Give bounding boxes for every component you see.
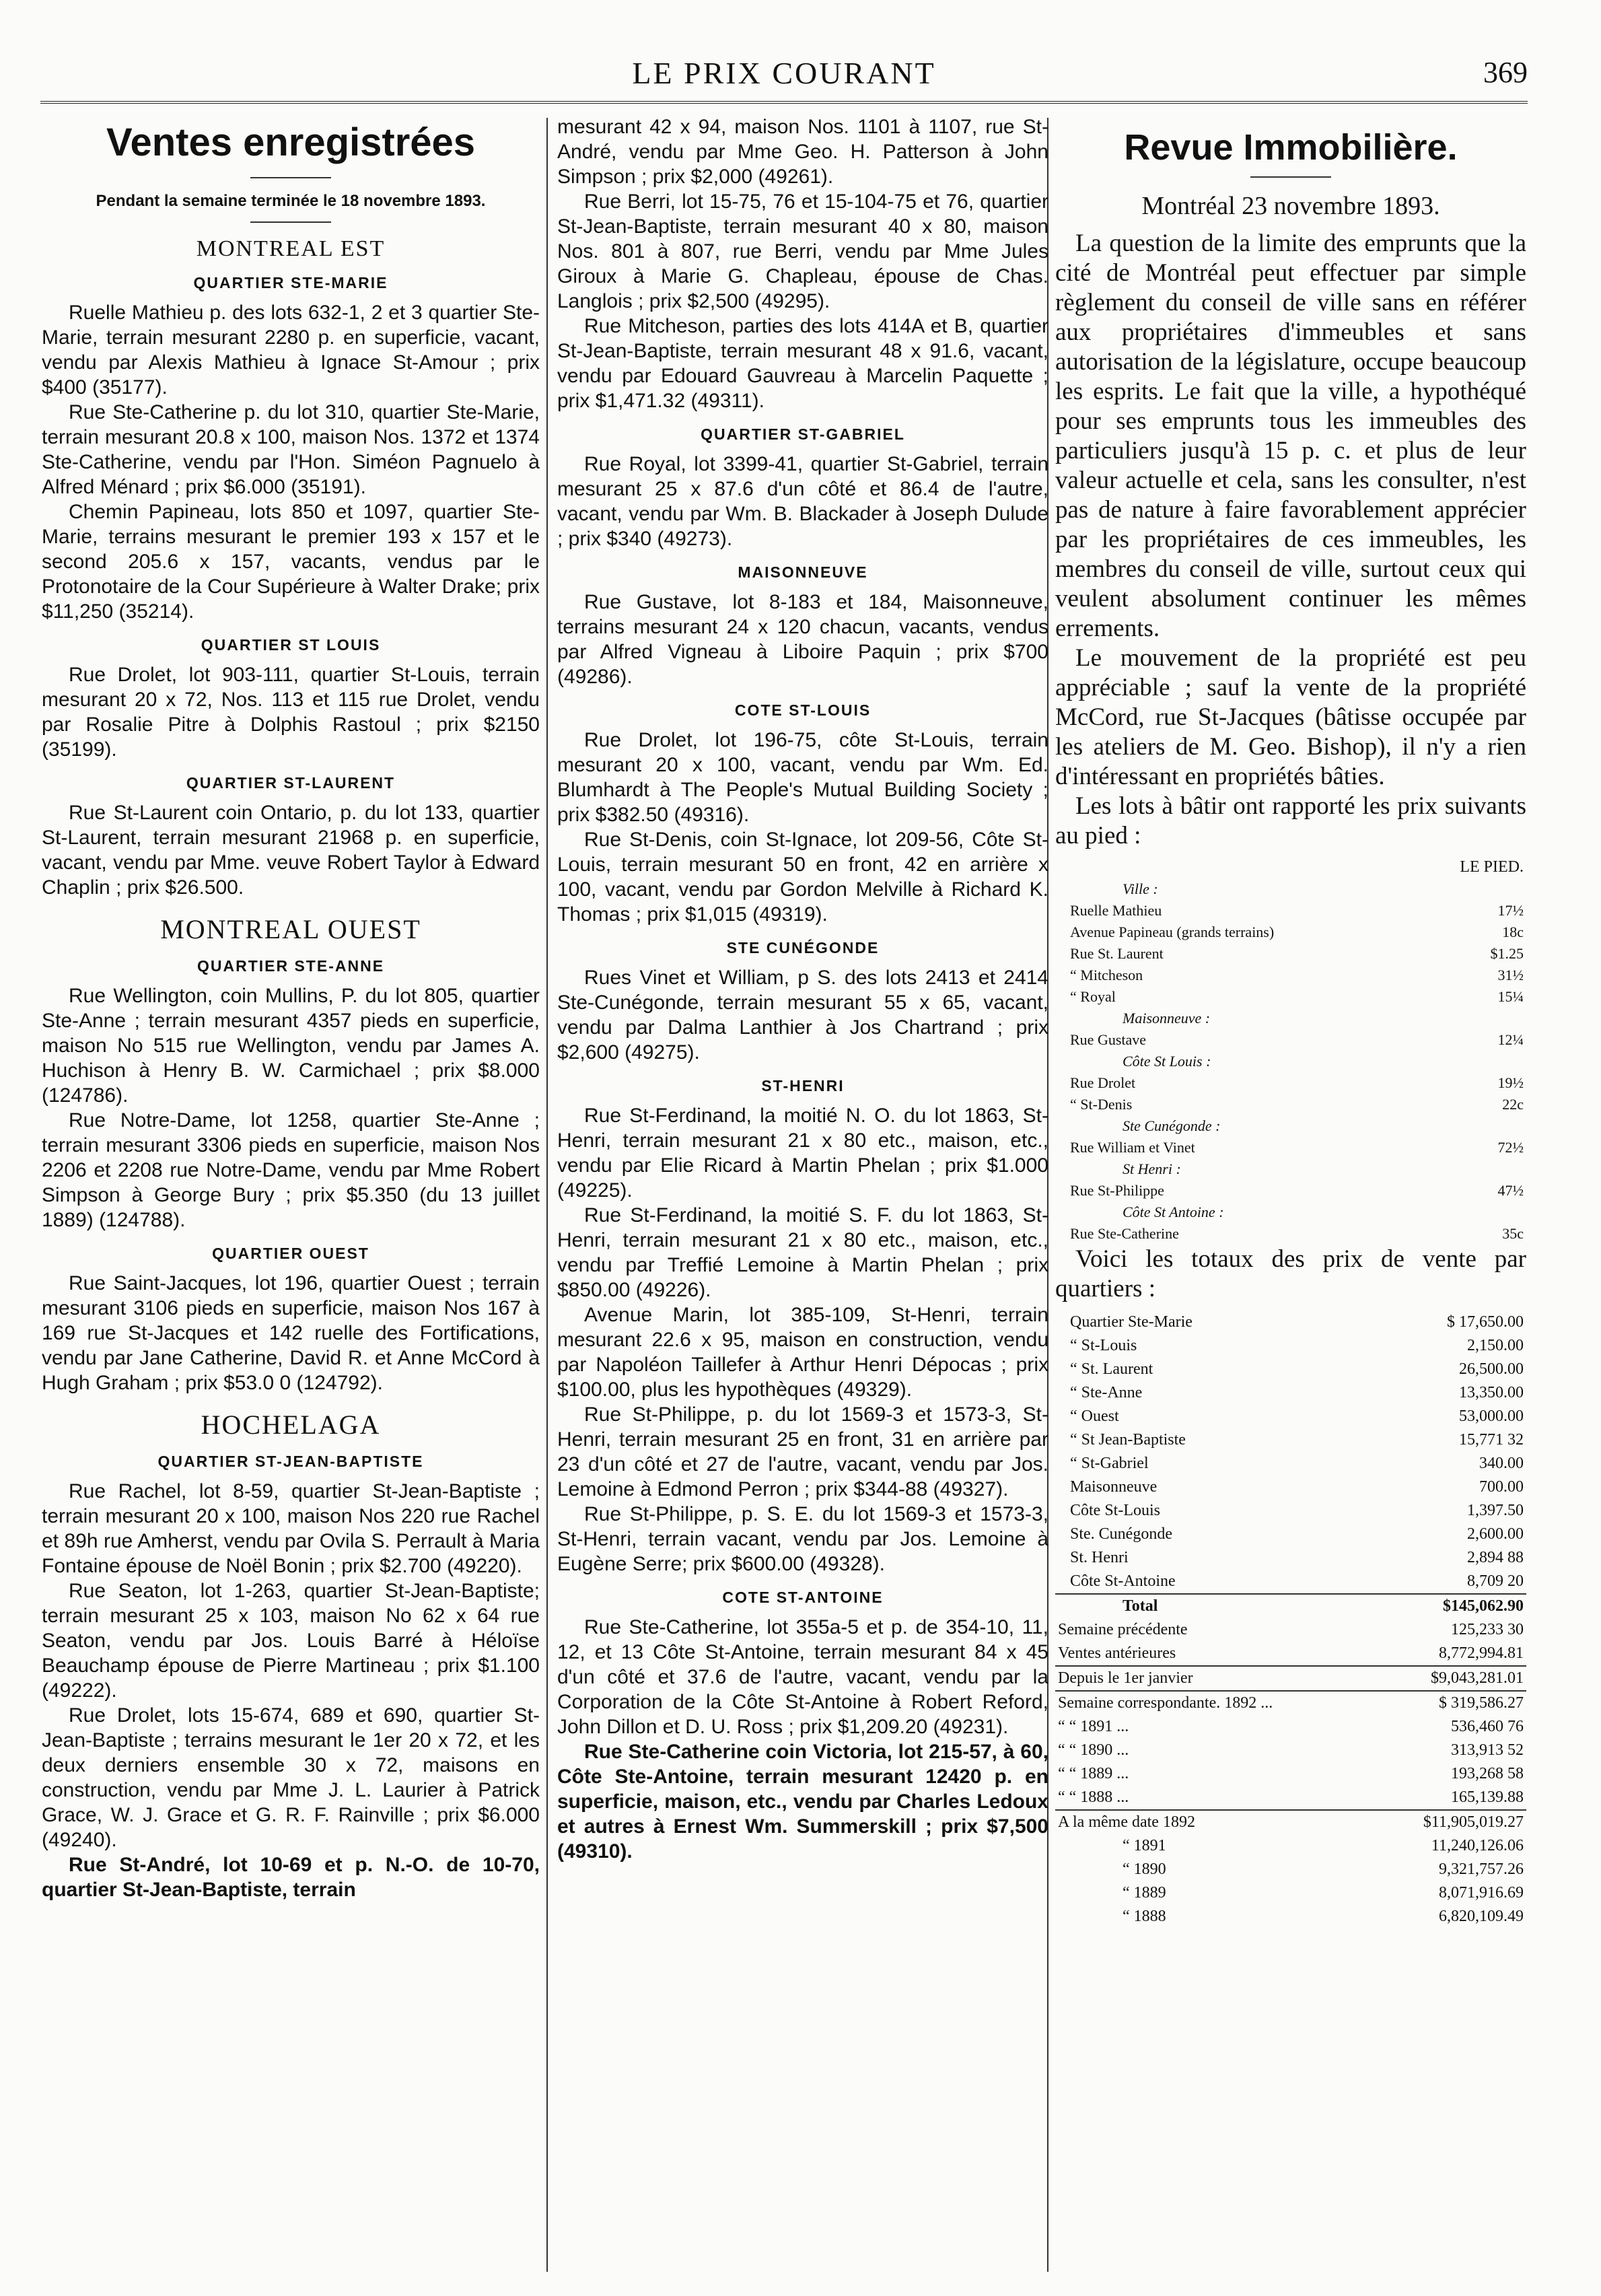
dateline: Montréal 23 novembre 1893. [1141,192,1440,220]
total-value: 700.00 [1479,1478,1524,1496]
price-value: 12¼ [1497,1031,1524,1048]
total-value: 1,397.50 [1467,1502,1524,1519]
price-label: Rue St. Laurent [1070,945,1164,962]
region-heading: MONTREAL OUEST [160,914,421,944]
total-value: 13,350.00 [1459,1384,1524,1401]
column-divider [546,118,548,2272]
header-rule [40,101,1528,104]
price-row [1055,1072,1526,1094]
total-row [1055,1523,1526,1546]
running-title: LE PRIX COURANT [632,56,936,90]
same-date-label: “ 1888 [1123,1908,1166,1925]
sale-entry: Rues Vinet et William, p S. des lots 2413 et 2414 Ste-Cunégonde, terrain mesurant 55 x 65, vacant, vendu par Dalma Lanthier à Jos Chartrand ; prix $2,600 (49275). [557,967,1048,1064]
sale-entry: Rue St-Ferdinand, la moitié N. O. du lot 1863, St-Henri, terrain mesurant 21 x 80 etc., maison, etc., vendu par Elie Ricard à Martin Phelan ; prix $1.000 (49225). [557,1105,1048,1202]
price-label: Côte St Antoine : [1123,1204,1224,1220]
same-date-label: “ 1890 [1123,1860,1166,1878]
divider [250,177,331,178]
price-row [1055,1202,1526,1223]
article-paragraph: Voici les totaux des prix de vente par quartiers : [1055,1245,1526,1302]
same-date-label: “ 1891 [1123,1837,1166,1854]
price-label: Rue Gustave [1070,1031,1147,1048]
corresponding-week-row [1055,1762,1526,1786]
price-value: 17½ [1497,902,1524,919]
total-row [1055,1452,1526,1475]
price-value: 47½ [1497,1182,1524,1199]
total-row [1055,1546,1526,1570]
quartier-heading: QUARTIER ST-LAURENT [186,774,396,792]
price-value: 72½ [1497,1139,1524,1156]
quartier-heading: ST-HENRI [761,1077,845,1094]
total-value: 340.00 [1479,1455,1524,1472]
price-label: St Henri : [1123,1160,1181,1177]
sale-entry: Rue St-Philippe, p. S. E. du lot 1569-3 et 1573-3, St-Henri, terrain vacant, vendu par Jos. Lemoine à Eugène Serre; prix $600.00 (49328). [557,1503,1048,1575]
quartier-heading: QUARTIER ST LOUIS [201,636,381,654]
sale-entry: Rue Drolet, lot 903-111, quartier St-Louis, terrain mesurant 20 x 72, Nos. 113 et 115 rue Drolet, vendu par Rosalie Pitre à Dolphis Rastoul ; prix $2150 (35199). [42,664,540,761]
summary-row [1055,1642,1526,1666]
price-row [1055,921,1526,943]
price-row [1055,1223,1526,1245]
total-label: “ St Jean-Baptiste [1070,1431,1186,1449]
grand-total-label: Total [1055,1594,1393,1618]
price-label: Avenue Papineau (grands terrains) [1070,924,1275,940]
price-label: Rue St-Philippe [1070,1182,1164,1199]
column-ventes-suite [557,114,1048,1864]
total-row [1055,1381,1526,1405]
quartier-heading: STE CUNÉGONDE [726,939,880,956]
total-value: 2,150.00 [1467,1337,1524,1354]
corresponding-week-row [1055,1786,1526,1810]
sale-entry: Rue St-André, lot 10-69 et p. N.-O. de 10-70, quartier St-Jean-Baptiste, terrain [42,1854,540,1901]
quartier-heading: QUARTIER ST-JEAN-BAPTISTE [157,1453,424,1470]
sale-entry: Rue St-Laurent coin Ontario, p. du lot 133, quartier St-Laurent, terrain mesurant 21968 p. en superficie, vacant, vendu par Mme. veuve Robert Taylor à Edward Chaplin ; prix $26.500. [42,802,540,899]
sale-entry: Avenue Marin, lot 385-109, St-Henri, terrain mesurant 22.6 x 95, maison en construction, vendu par Napoléon Taillefer à Arthur Henri Dépocas ; prix $100.00, plus les hypothèques (49329). [557,1304,1048,1401]
divider [1250,176,1331,178]
total-row [1055,1475,1526,1499]
price-row [1055,1029,1526,1051]
same-date-row [1055,1881,1526,1905]
article-paragraph: Le mouvement de la propriété est peu appréciable ; sauf la vente de la propriété McCord, rue St-Jacques (bâtisse occupée par les ateliers de M. Geo. Bishop), il n'y a rien d'intéressant en propriétés bâties. [1055,644,1526,790]
sale-entry: Rue Ste-Catherine coin Victoria, lot 215-57, à 60, Côte Ste-Antoine, terrain mesurant 12420 p. en superficie, maison, etc., vendu par Charles Ledoux et autres à Ernest Wm. Summerskill ; prix $7,500 (49310). [557,1741,1048,1863]
price-value [1447,878,1526,900]
price-row [1055,1008,1526,1029]
since-value: $9,043,281.01 [1393,1666,1526,1691]
region-heading: HOCHELAGA [201,1410,381,1440]
price-value: 31½ [1497,967,1524,983]
total-label: Quartier Ste-Marie [1070,1313,1193,1331]
total-row [1055,1428,1526,1452]
price-label: “ St-Denis [1070,1096,1133,1113]
price-value: 19½ [1497,1074,1524,1091]
corresponding-value: 165,139.88 [1451,1788,1524,1806]
price-row [1055,1051,1526,1072]
price-row [1055,1137,1526,1158]
price-label: “ Mitcheson [1070,967,1143,983]
price-row [1055,943,1526,965]
sale-entry: Chemin Papineau, lots 850 et 1097, quartier Ste-Marie, terrains mesurant le premier 193 x 157 et le second 205.6 x 157, vacants, vendus par le Protonotaire de la Cour Supérieure à Walter Drake; prix $11,250 (35214). [42,501,540,623]
price-value: 15¼ [1497,988,1524,1005]
section-subtitle: Pendant la semaine terminée le 18 novembre 1893. [96,192,486,210]
price-value [1447,1158,1526,1180]
price-row [1055,1094,1526,1115]
price-value: 18c [1502,924,1524,940]
sale-entry: Rue Gustave, lot 8-183 et 184, Maisonneuve, terrains mesurant 24 x 120 chacun, vacants, vendus par Alfred Vigneau à Liboire Paquin ; prix $700 (49286). [557,591,1048,688]
quartier-heading: QUARTIER STE-MARIE [193,274,388,291]
price-label: Maisonneuve : [1123,1010,1211,1027]
sale-entry: Rue Rachel, lot 8-59, quartier St-Jean-Baptiste ; terrain mesurant 20 x 100, maison Nos 220 rue Rachel et 89h rue Amherst, vendu par Ovila S. Perrault à Maria Fontaine épouse de Noël Bonin ; prix $2.700 (49220). [42,1480,540,1577]
price-table-header [1055,856,1526,878]
total-value: 2,600.00 [1467,1525,1524,1543]
price-per-foot-table [1055,856,1526,1245]
total-value: 26,500.00 [1459,1360,1524,1378]
same-date-value: $11,905,019.27 [1393,1810,1526,1834]
corresponding-label: Semaine correspondante. 1892 ... [1055,1691,1393,1715]
same-date-value: 6,820,109.49 [1439,1908,1524,1925]
same-date-row [1055,1834,1526,1858]
sale-entry: Rue Mitcheson, parties des lots 414A et B, quartier St-Jean-Baptiste, terrain mesurant 48 x 91.6, vacant, vendu par Edouard Gauvreau à Marcelin Paquette ; prix $1,471.32 (49311). [557,315,1048,412]
quartier-heading: COTE ST-LOUIS [734,701,871,719]
price-label: “ Royal [1070,988,1116,1005]
price-value [1447,1202,1526,1223]
price-row [1055,1180,1526,1202]
sale-entry: Rue Royal, lot 3399-41, quartier St-Gabriel, terrain mesurant 25 x 87.6 d'un côté et 86.4 de l'autre, vacant, vendu par Wm. B. Blackader à Joseph Dulude ; prix $340 (49273). [557,453,1048,550]
section-title: Revue Immobilière. [1124,127,1458,168]
corresponding-week-row [1055,1739,1526,1762]
total-value: 15,771 32 [1459,1431,1524,1449]
total-value: 53,000.00 [1459,1407,1524,1425]
price-row [1055,878,1526,900]
total-label: Maisonneuve [1070,1478,1158,1496]
price-row [1055,965,1526,986]
grand-total-value: $145,062.90 [1393,1594,1526,1618]
corresponding-value: 536,460 76 [1451,1718,1524,1735]
column-ventes [42,114,540,1902]
since-january-row [1055,1666,1526,1691]
total-row [1055,1405,1526,1428]
price-label: Rue William et Vinet [1070,1139,1195,1156]
price-label: Rue Ste-Catherine [1070,1225,1179,1242]
article-paragraph: Les lots à bâtir ont rapporté les prix suivants au pied : [1055,792,1526,849]
total-value: 2,894 88 [1467,1549,1524,1566]
sale-entry: Rue St-Philippe, p. du lot 1569-3 et 1573-3, St-Henri, terrain mesurant 25 en front, 31 en arrière par 23 d'un côté et 27 de l'autre, vacant, vendu par Jos. Lemoine à Edmond Perron ; prix $344-88 (49327). [557,1403,1048,1500]
sale-entry: Rue Notre-Dame, lot 1258, quartier Ste-Anne ; terrain mesurant 3306 pieds en superficie, maison Nos 2206 et 2208 rue Notre-Dame, vendu par Mme Robert Simpson à George Bury ; prix $5.350 (du 13 juillet 1889) (124788). [42,1109,540,1231]
corresponding-label: “ “ 1888 ... [1058,1788,1129,1806]
price-value [1447,1051,1526,1072]
corresponding-value: $ 319,586.27 [1393,1691,1526,1715]
corresponding-label: “ “ 1891 ... [1058,1718,1129,1735]
sale-entry: Rue Drolet, lots 15-674, 689 et 690, quartier St-Jean-Baptiste ; terrains mesurant le 1er 20 x 72, et les deux derniers ensemble 30 x 72, maisons en construction, vendu par Mme J. L. Laurier à Patrick Grace, W. J. Grace et G. R. F. Rainville ; prix $6.000 (49240). [42,1704,540,1851]
corresponding-label: “ “ 1889 ... [1058,1765,1129,1782]
page-number: 369 [1483,56,1528,89]
region-heading: MONTREAL EST [196,236,386,261]
corresponding-value: 313,913 52 [1451,1741,1524,1759]
price-value [1447,1115,1526,1137]
price-row [1055,1115,1526,1137]
total-label: “ St. Laurent [1070,1360,1153,1378]
price-row [1055,986,1526,1008]
sale-entry: Ruelle Mathieu p. des lots 632-1, 2 et 3 quartier Ste-Marie, terrain mesurant 2280 p. en superficie, vacant, vendu par Alexis Mathieu à Ignace St-Amour ; prix $400 (35177). [42,302,540,398]
sale-entry: Rue St-Ferdinand, la moitié S. F. du lot 1863, St-Henri, terrain mesurant 21 x 80 etc., maison, etc., vendu par Treffié Lemoine à Martin Phelan ; prix $850.00 (49226). [557,1204,1048,1301]
quartier-heading: QUARTIER ST-GABRIEL [701,425,905,443]
price-label: Ruelle Mathieu [1070,902,1162,919]
same-date-value: 9,321,757.26 [1439,1860,1524,1878]
sale-entry: mesurant 42 x 94, maison Nos. 1101 à 1107, rue St-André, vendu par Mme Geo. H. Patterson à John Simpson ; prix $2,000 (49261). [557,116,1048,188]
corresponding-week-row [1055,1715,1526,1739]
column-revue [1055,114,1526,1928]
price-header-spacer [1055,856,1447,878]
sale-entry: Rue Ste-Catherine, lot 355a-5 et p. de 354-10, 11, 12, et 13 Côte St-Antoine, terrain mesurant 84 x 45 d'un côté et 37.6 de l'autre, vacant, vendu par la Corporation de la Côte St-Antoine à Robert Reford, John Dillon et D. U. Ross ; prix $1,209.20 (49231). [557,1616,1048,1738]
price-label: Rue Drolet [1070,1074,1136,1091]
corresponding-label: “ “ 1890 ... [1058,1741,1129,1759]
total-value: 8,709 20 [1467,1572,1524,1590]
quartier-heading: QUARTIER OUEST [212,1245,369,1262]
total-label: Ste. Cunégonde [1070,1525,1172,1543]
price-value: $1.25 [1490,945,1524,962]
price-row [1055,900,1526,921]
since-label: Depuis le 1er janvier [1055,1666,1393,1691]
sale-entry: Rue Berri, lot 15-75, 76 et 15-104-75 et 76, quartier St-Jean-Baptiste, terrain mesurant 40 x 80, maison Nos. 801 à 807, rue Berri, vendu par Mme Jules Giroux à Marie G. Chapleau, épouse de Chas. Langlois ; prix $2,500 (49295). [557,190,1048,312]
sale-entry: Rue Drolet, lot 196-75, côte St-Louis, terrain mesurant 20 x 100, vacant, vendu par Wm. Ed. Blumhardt à The People's Mutual Building Society ; prix $382.50 (49316). [557,729,1048,826]
same-date-value: 8,071,916.69 [1439,1884,1524,1902]
same-date-row [1055,1810,1526,1834]
corresponding-value: 193,268 58 [1451,1765,1524,1782]
sale-entry: Rue Seaton, lot 1-263, quartier St-Jean-Baptiste; terrain mesurant 25 x 103, maison No 62 x 64 rue Seaton, vendu par Jos. Louis Barré à Héloïse Beauchamp épouse de Pierre Martineau ; prix $1.100 (49222). [42,1580,540,1702]
price-value: 22c [1502,1096,1524,1113]
article-paragraph: La question de la limite des emprunts que la cité de Montréal peut effectuer par simple règlement du conseil de ville sans en référer aux propriétaires d'immeubles et sans autorisation de la législature, occupe beaucoup les esprits. Le fait que la ville, a hypothéqué pour ses emprunts tous les immeubles des particuliers jusqu'à 15 p. c. et plus de leur valeur actuelle et cela, sans les consulter, n'est pas de nature à faire favorablement apprécier par les propriétaires de ces immeubles, les membres du conseil de ville, surtout ceux qui veulent absolument continuer les mêmes errements. [1055,230,1526,642]
total-label: “ St-Gabriel [1070,1455,1149,1472]
price-label: Ste Cunégonde : [1123,1117,1221,1134]
same-date-row [1055,1905,1526,1928]
quartier-heading: QUARTIER STE-ANNE [197,957,385,975]
price-column-header: LE PIED. [1460,858,1524,876]
page-header [40,47,1528,101]
total-label: St. Henri [1070,1549,1129,1566]
same-date-row [1055,1858,1526,1881]
totals-table [1055,1311,1526,1928]
total-label: Côte St-Antoine [1070,1572,1176,1590]
total-row [1055,1334,1526,1358]
price-label: Ville : [1123,880,1158,897]
price-label: Côte St Louis : [1123,1053,1211,1070]
total-label: Côte St-Louis [1070,1502,1161,1519]
sale-entry: Rue St-Denis, coin St-Ignace, lot 209-56, Côte St-Louis, terrain mesurant 50 en front, 42 en arrière x 100, vacant, vendu par Gordon Melville à Richard K. Thomas ; prix $1,015 (49319). [557,829,1048,926]
price-row [1055,1158,1526,1180]
price-value [1447,1008,1526,1029]
total-value: $ 17,650.00 [1447,1313,1524,1331]
sale-entry: Rue Saint-Jacques, lot 196, quartier Ouest ; terrain mesurant 3106 pieds en superficie, maison Nos 167 à 169 rue St-Jacques et 142 ruelle des Fortifications, vendu par Jane Catherine, David R. et Anne McCord à Hugh Graham ; prix $53.0 0 (124792). [42,1272,540,1394]
quartier-heading: COTE ST-ANTOINE [722,1589,884,1606]
price-value: 35c [1502,1225,1524,1242]
total-row [1055,1570,1526,1594]
same-date-value: 11,240,126.06 [1431,1837,1524,1854]
sale-entry: Rue Wellington, coin Mullins, P. du lot 805, quartier Ste-Anne ; terrain mesurant 4357 pieds en superficie, maison No 515 rue Wellington, vendu par James A. Huchison à Henry B. W. Carmichael ; prix $8.000 (124786). [42,985,540,1107]
divider [250,221,331,223]
total-label: “ St-Louis [1070,1337,1137,1354]
same-date-label: “ 1889 [1123,1884,1166,1902]
summary-value: 125,233 30 [1451,1621,1524,1638]
quartier-heading: MAISONNEUVE [738,563,868,581]
sale-entry: Rue Ste-Catherine p. du lot 310, quartier Ste-Marie, terrain mesurant 20.8 x 100, maison Nos. 1372 et 1374 Ste-Catherine, vendu par l'Hon. Siméon Pagnuelo à Alfred Ménard ; prix $6.000 (35191). [42,401,540,498]
total-row [1055,1358,1526,1381]
corresponding-week-row [1055,1691,1526,1715]
section-title: Ventes enregistrées [106,120,476,164]
total-row [1055,1499,1526,1523]
grand-total-row [1055,1594,1526,1618]
summary-row [1055,1618,1526,1642]
total-row [1055,1311,1526,1334]
summary-value: 8,772,994.81 [1439,1644,1524,1662]
total-label: “ Ouest [1070,1407,1119,1425]
total-label: “ Ste-Anne [1070,1384,1143,1401]
same-date-label: A la même date 1892 [1055,1810,1393,1834]
summary-label: Semaine précédente [1058,1621,1188,1638]
summary-label: Ventes antérieures [1058,1644,1176,1662]
